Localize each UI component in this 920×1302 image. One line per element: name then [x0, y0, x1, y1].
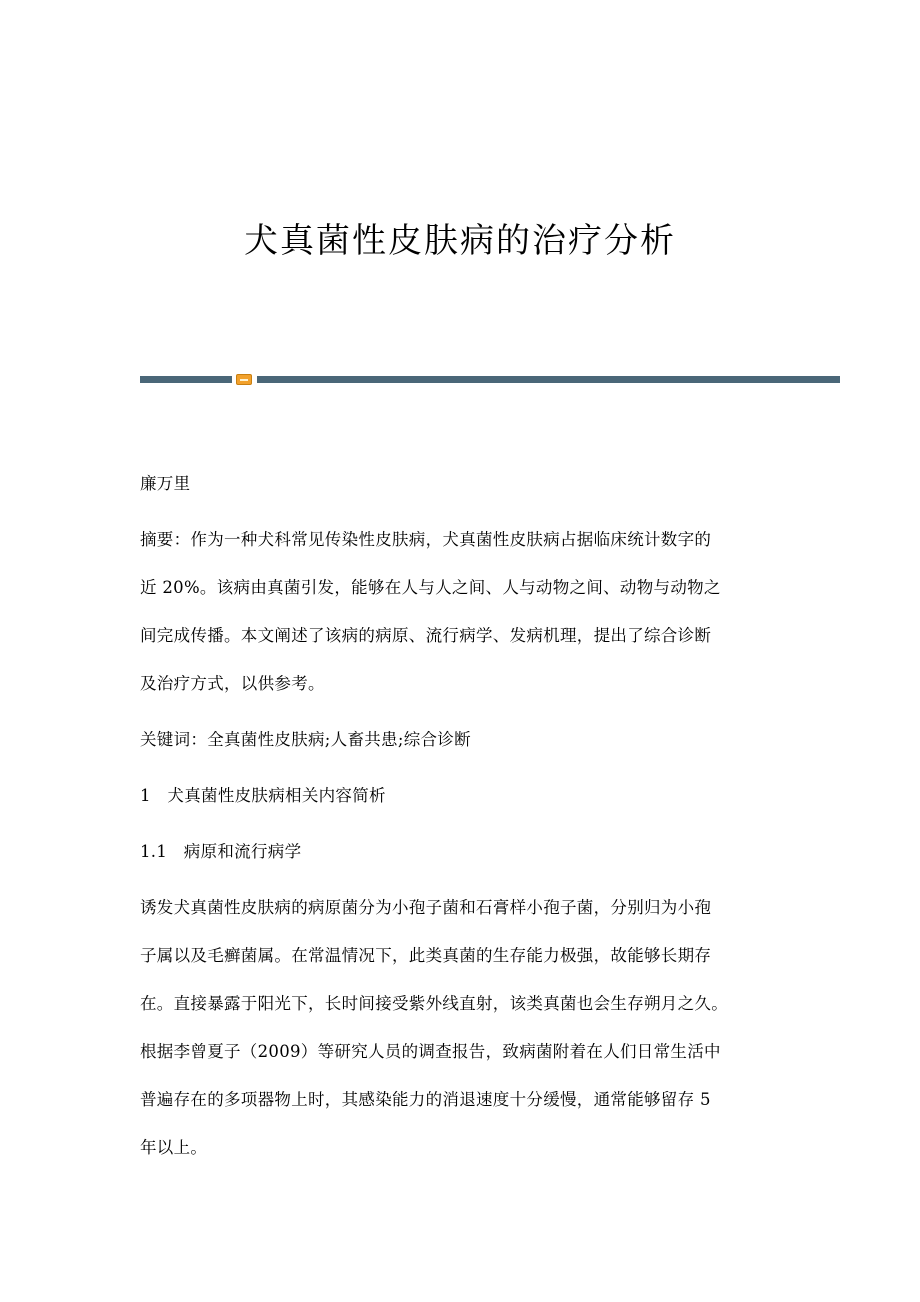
- paragraph-line: 年以上。: [140, 1138, 208, 1157]
- abstract-line: 摘要：作为一种犬科常见传染性皮肤病，犬真菌性皮肤病占据临床统计数字的: [140, 530, 712, 549]
- author-name: 廉万里: [140, 474, 191, 493]
- subsection-heading: 1.1 病原和流行病学: [140, 842, 302, 861]
- document-title: 犬真菌性皮肤病的治疗分析: [244, 221, 676, 261]
- keywords: 关键词：全真菌性皮肤病;人畜共患;综合诊断: [140, 730, 471, 749]
- abstract-line: 近 20%。该病由真菌引发，能够在人与人之间、人与动物之间、动物与动物之: [140, 578, 721, 597]
- section-heading: 1 犬真菌性皮肤病相关内容简析: [140, 786, 386, 805]
- title-divider: [140, 374, 840, 384]
- paragraph-line: 普遍存在的多项器物上时，其感染能力的消退速度十分缓慢，通常能够留存 5: [140, 1090, 711, 1109]
- divider-bar-left: [140, 376, 232, 383]
- divider-ornament-icon: [236, 374, 252, 385]
- paragraph-line: 在。直接暴露于阳光下，长时间接受紫外线直射，该类真菌也会生存朔月之久。: [140, 994, 728, 1013]
- paragraph-line: 子属以及毛癣菌属。在常温情况下，此类真菌的生存能力极强，故能够长期存: [140, 946, 712, 965]
- abstract-line: 及治疗方式，以供参考。: [140, 674, 325, 693]
- divider-bar-right: [257, 376, 840, 383]
- abstract-line: 间完成传播。本文阐述了该病的病原、流行病学、发病机理，提出了综合诊断: [140, 626, 712, 645]
- paragraph-line: 诱发犬真菌性皮肤病的病原菌分为小孢子菌和石膏样小孢子菌，分别归为小孢: [140, 898, 712, 917]
- paragraph-line: 根据李曾夏子（2009）等研究人员的调查报告，致病菌附着在人们日常生活中: [140, 1042, 721, 1061]
